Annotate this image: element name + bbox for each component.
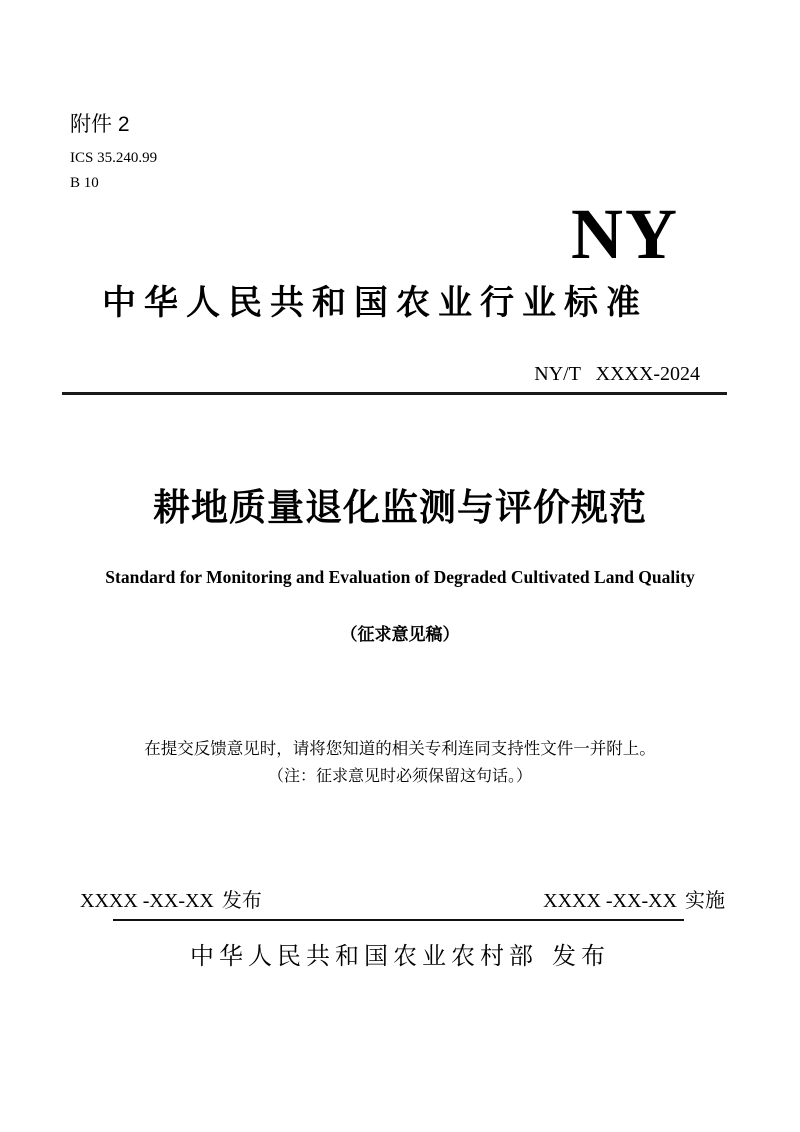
footer-divider-rule bbox=[113, 919, 684, 921]
standard-number: NY/T XXXX-2024 bbox=[534, 363, 700, 385]
implement-date-label: 实施 bbox=[685, 890, 725, 912]
ny-logo: NY bbox=[571, 194, 679, 274]
attachment-label: 附件 2 bbox=[70, 113, 130, 136]
patent-notice-line1: 在提交反馈意见时，请将您知道的相关专利连同支持性文件一并附上。 bbox=[144, 740, 656, 758]
publisher-name: 中华人民共和国农业农村部 bbox=[190, 943, 538, 970]
issue-date-line bbox=[80, 889, 262, 913]
document-title-chinese: 耕地质量退化监测与评价规范 bbox=[153, 487, 647, 528]
patent-notice-line2: （注：征求意见时必须保留这句话。） bbox=[267, 768, 532, 785]
issue-date: XXXX -XX-XX bbox=[80, 890, 214, 912]
implement-date: XXXX -XX-XX bbox=[543, 890, 677, 912]
issue-date-label: 发布 bbox=[221, 890, 262, 912]
header-divider-rule bbox=[62, 392, 727, 395]
publisher-line bbox=[70, 943, 730, 972]
classification-code: B 10 bbox=[70, 175, 99, 191]
draft-status-note: （征求意见稿） bbox=[340, 625, 460, 644]
publisher-action-label: 发布 bbox=[552, 943, 610, 970]
document-title-english: Standard for Monitoring and Evaluation of Degraded Cultivated Land Quality bbox=[105, 567, 695, 587]
ics-code: ICS 35.240.99 bbox=[70, 150, 158, 166]
implement-date-line bbox=[543, 889, 725, 913]
standard-type-heading: 中华人民共和国农业行业标准 bbox=[102, 284, 648, 322]
